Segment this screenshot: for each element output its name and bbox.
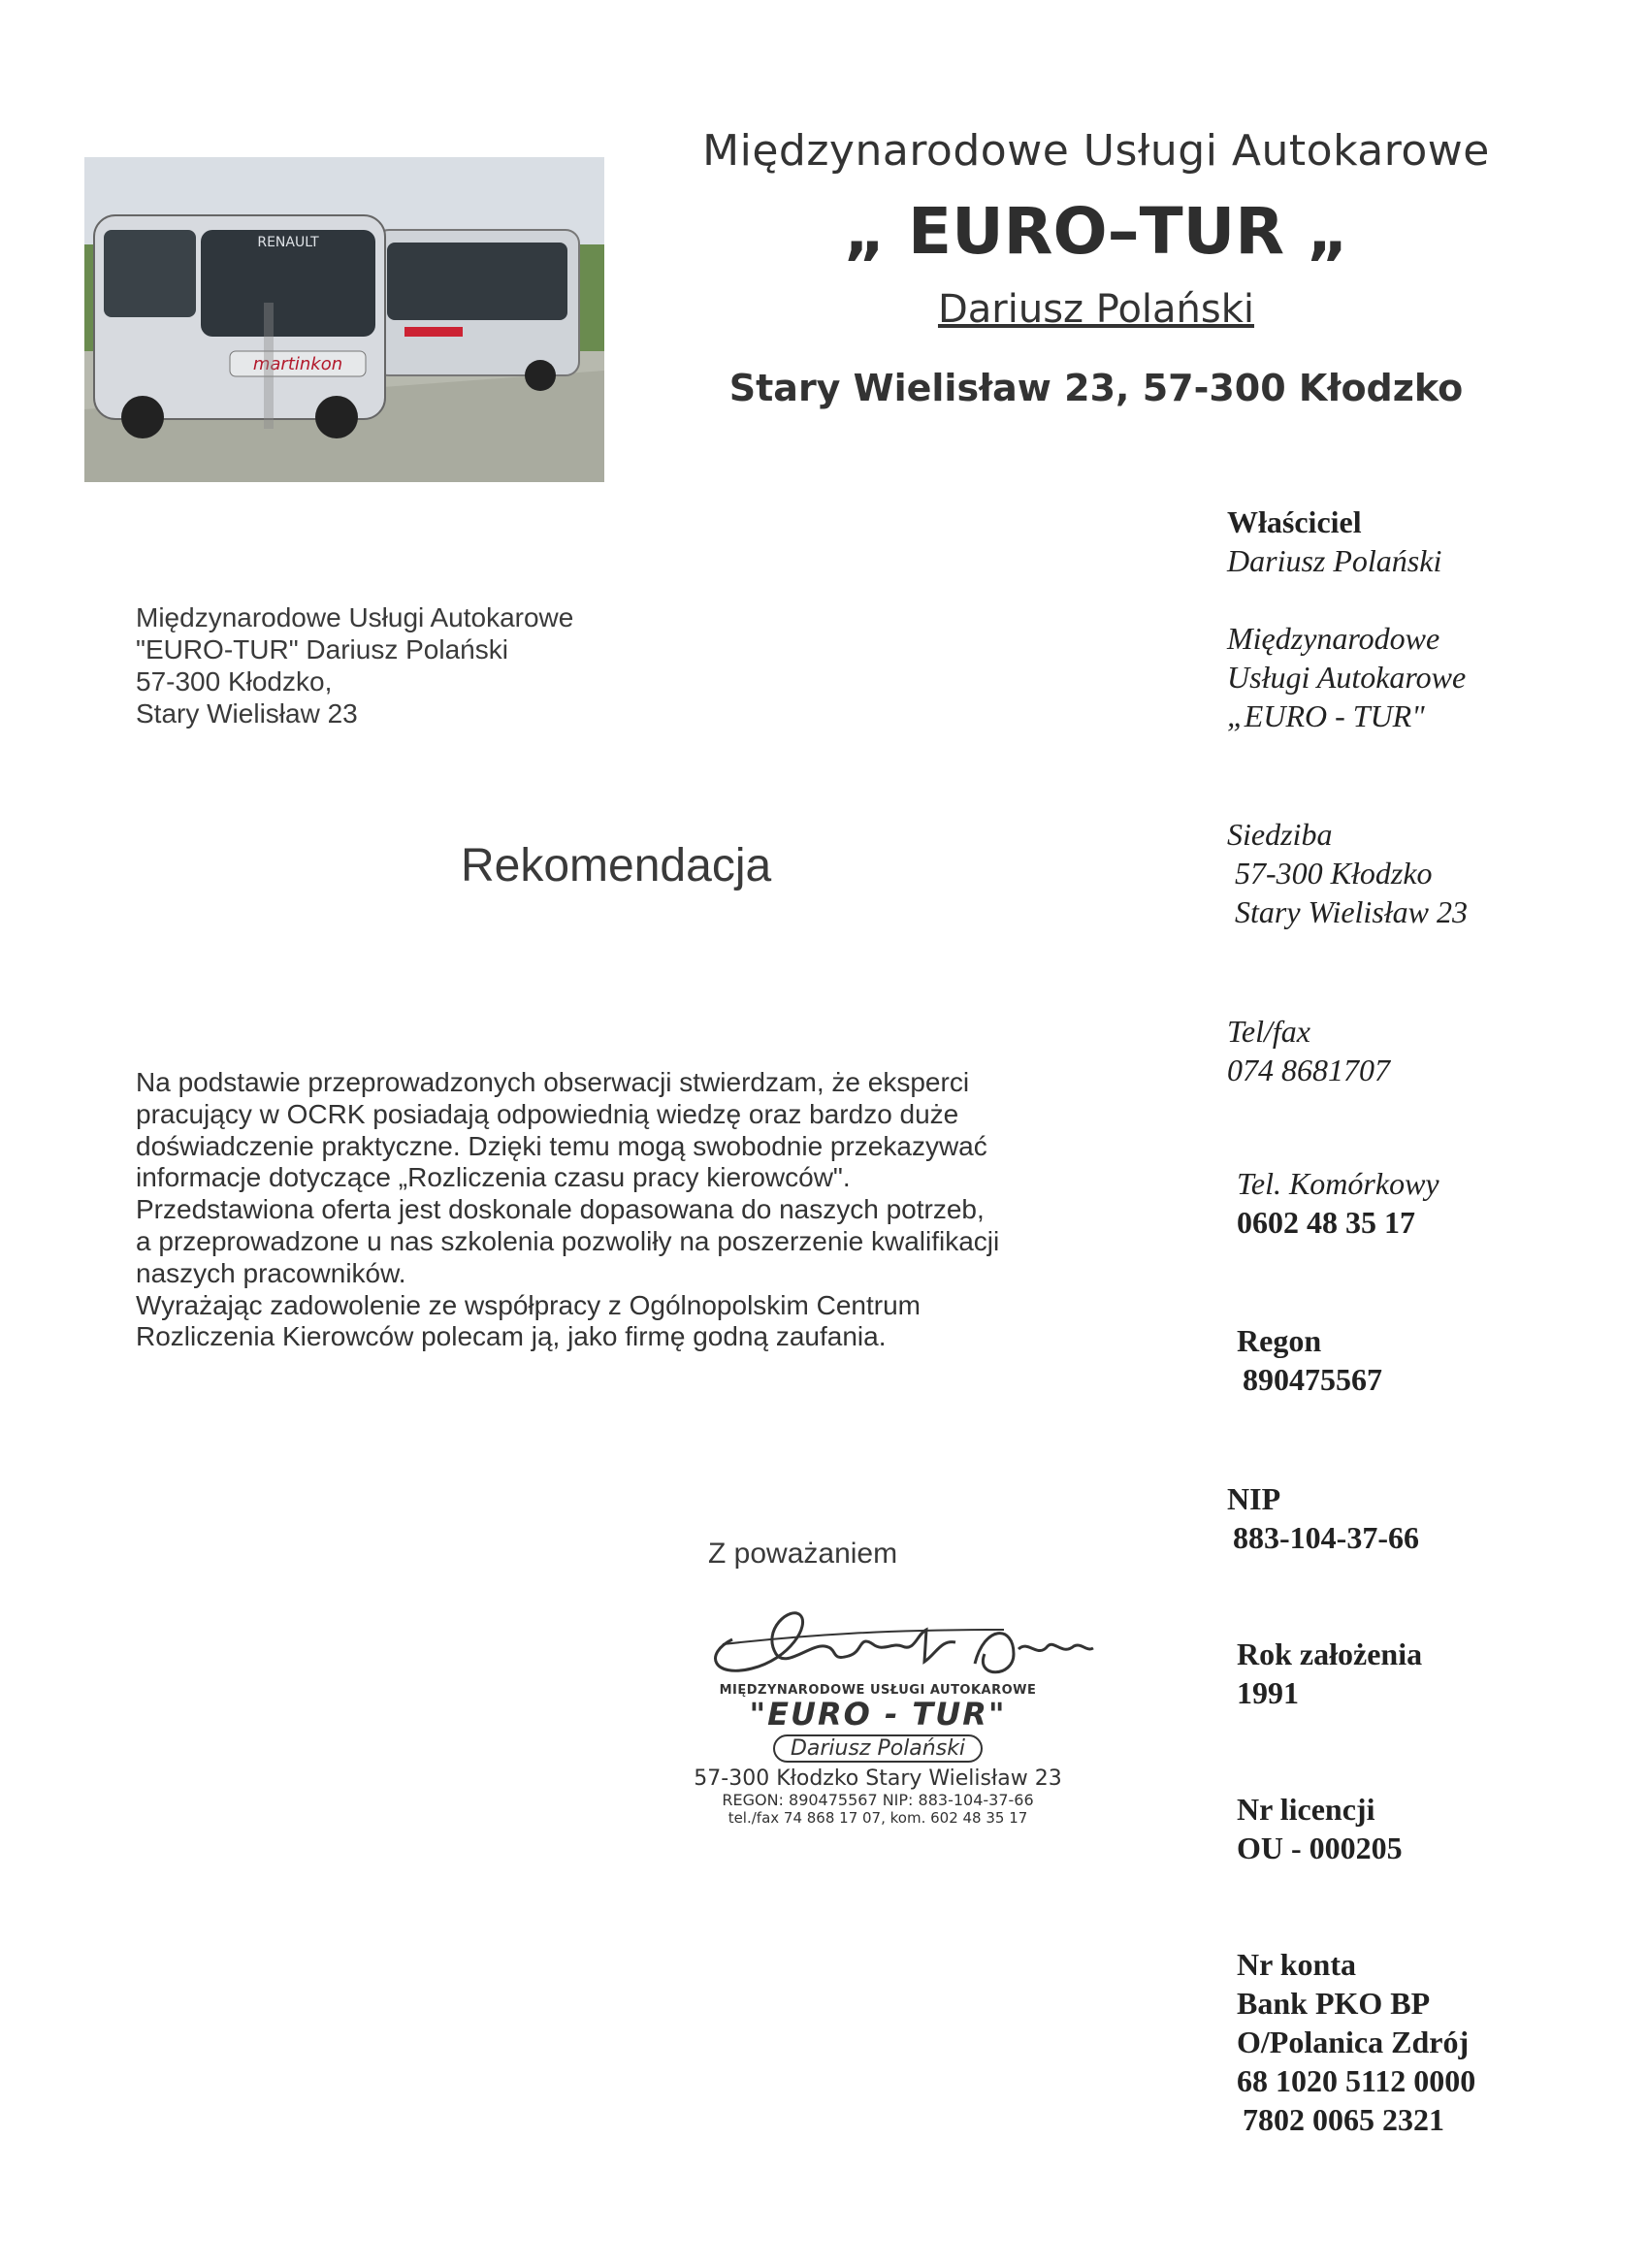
telfax-section xyxy=(1227,1012,1634,1089)
letterhead-company-type: Międzynarodowe Usługi Autokarowe xyxy=(702,126,1490,176)
nip-section xyxy=(1227,1479,1634,1557)
letter-body xyxy=(136,1067,1145,1353)
letterhead-photo-buses xyxy=(84,157,604,482)
bus-illustration xyxy=(84,157,604,482)
license-value: OU - 000205 xyxy=(1237,1831,1403,1865)
body-line: Wyrażając zadowolenie ze współpracy z Ogólnopolskim Centrum xyxy=(136,1289,921,1320)
company-line: Usługi Autokarowe xyxy=(1227,660,1467,695)
handwritten-signature xyxy=(694,1586,1101,1698)
stamp-line: tel./fax 74 868 17 07, kom. 602 48 35 17 xyxy=(728,1809,1028,1827)
sender-line: "EURO-TUR" Dariusz Polański xyxy=(136,634,508,664)
regon-section xyxy=(1227,1321,1634,1399)
letterhead-address: Stary Wielisław 23, 57-300 Kłodzko xyxy=(728,367,1464,409)
company-line: „EURO - TUR" xyxy=(1227,698,1425,733)
body-line: Na podstawie przeprowadzonych obserwacji stwierdzam, że eksperci xyxy=(136,1067,970,1097)
mobile-label: Tel. Komórkowy xyxy=(1237,1166,1439,1201)
company-line: Międzynarodowe xyxy=(1227,621,1440,656)
license-label: Nr licencji xyxy=(1237,1792,1375,1827)
photo-brand-text: RENAULT xyxy=(257,235,319,250)
seat-line: 57-300 Kłodzko xyxy=(1235,856,1433,891)
stamp-line: MIĘDZYNARODOWE USŁUGI AUTOKAROWE xyxy=(719,1683,1037,1698)
mobile-section xyxy=(1227,1164,1634,1242)
telfax-label: Tel/fax xyxy=(1227,1014,1310,1049)
body-line: informacje dotyczące „Rozliczenia czasu pracy kierowców". xyxy=(136,1162,851,1193)
account-branch: O/Polanica Zdrój xyxy=(1237,2025,1470,2059)
seat-section xyxy=(1227,815,1634,931)
body-line: Rozliczenia Kierowców polecam ją, jako firmę godną zaufania. xyxy=(136,1321,887,1352)
nip-value: 883-104-37-66 xyxy=(1233,1520,1419,1555)
owner-label: Właściciel xyxy=(1227,504,1362,539)
body-line: Przedstawiona oferta jest doskonale dopasowana do naszych potrzeb, xyxy=(136,1194,985,1225)
founded-section xyxy=(1227,1635,1634,1712)
body-line: naszych pracowników. xyxy=(136,1257,406,1288)
stamp-line: 57-300 Kłodzko Stary Wielisław 23 xyxy=(694,1766,1062,1791)
account-section xyxy=(1227,1945,1634,2139)
sender-line: 57-300 Kłodzko, xyxy=(136,666,333,697)
founded-label: Rok założenia xyxy=(1237,1636,1423,1671)
telfax-value: 074 8681707 xyxy=(1227,1053,1390,1087)
owner-name: Dariusz Polański xyxy=(1227,543,1442,578)
sender-line: Międzynarodowe Usługi Autokarowe xyxy=(136,602,574,632)
stamp-line: "EURO - TUR" xyxy=(749,1696,1007,1733)
nip-label: NIP xyxy=(1227,1481,1281,1516)
seat-label: Siedziba xyxy=(1227,817,1333,852)
owner-section xyxy=(1227,502,1634,580)
sender-address-block xyxy=(136,601,679,729)
letterhead-company-name: „ EURO–TUR „ xyxy=(843,194,1349,269)
company-stamp xyxy=(679,1683,1077,1827)
sender-line: Stary Wielisław 23 xyxy=(136,698,358,729)
account-number: 7802 0065 2321 xyxy=(1243,2102,1444,2137)
document-title: Rekomendacja xyxy=(461,840,772,891)
body-line: doświadczenie praktyczne. Dzięki temu mogą swobodnie przekazywać xyxy=(136,1130,987,1161)
company-section xyxy=(1227,619,1634,735)
closing-salutation: Z poważaniem xyxy=(708,1538,898,1570)
seat-line: Stary Wielisław 23 xyxy=(1235,894,1468,929)
body-line: pracujący w OCRK posiadają odpowiednią wiedzę oraz bardzo duże xyxy=(136,1098,959,1129)
license-section xyxy=(1227,1790,1634,1867)
founded-value: 1991 xyxy=(1237,1675,1299,1710)
photo-coach-text: martinkon xyxy=(252,354,343,374)
letterhead-owner-name: Dariusz Polański xyxy=(937,287,1255,332)
stamp-line: Dariusz Polański xyxy=(773,1734,983,1763)
account-bank: Bank PKO BP xyxy=(1237,1986,1431,2021)
regon-value: 890475567 xyxy=(1243,1362,1382,1397)
body-line: a przeprowadzone u nas szkolenia pozwoliły na poszerzenie kwalifikacji xyxy=(136,1225,1000,1256)
account-number: 68 1020 5112 0000 xyxy=(1237,2063,1476,2098)
regon-label: Regon xyxy=(1237,1323,1322,1358)
mobile-value: 0602 48 35 17 xyxy=(1237,1205,1415,1240)
stamp-line: REGON: 890475567 NIP: 883-104-37-66 xyxy=(722,1791,1034,1809)
account-label: Nr konta xyxy=(1237,1947,1356,1982)
